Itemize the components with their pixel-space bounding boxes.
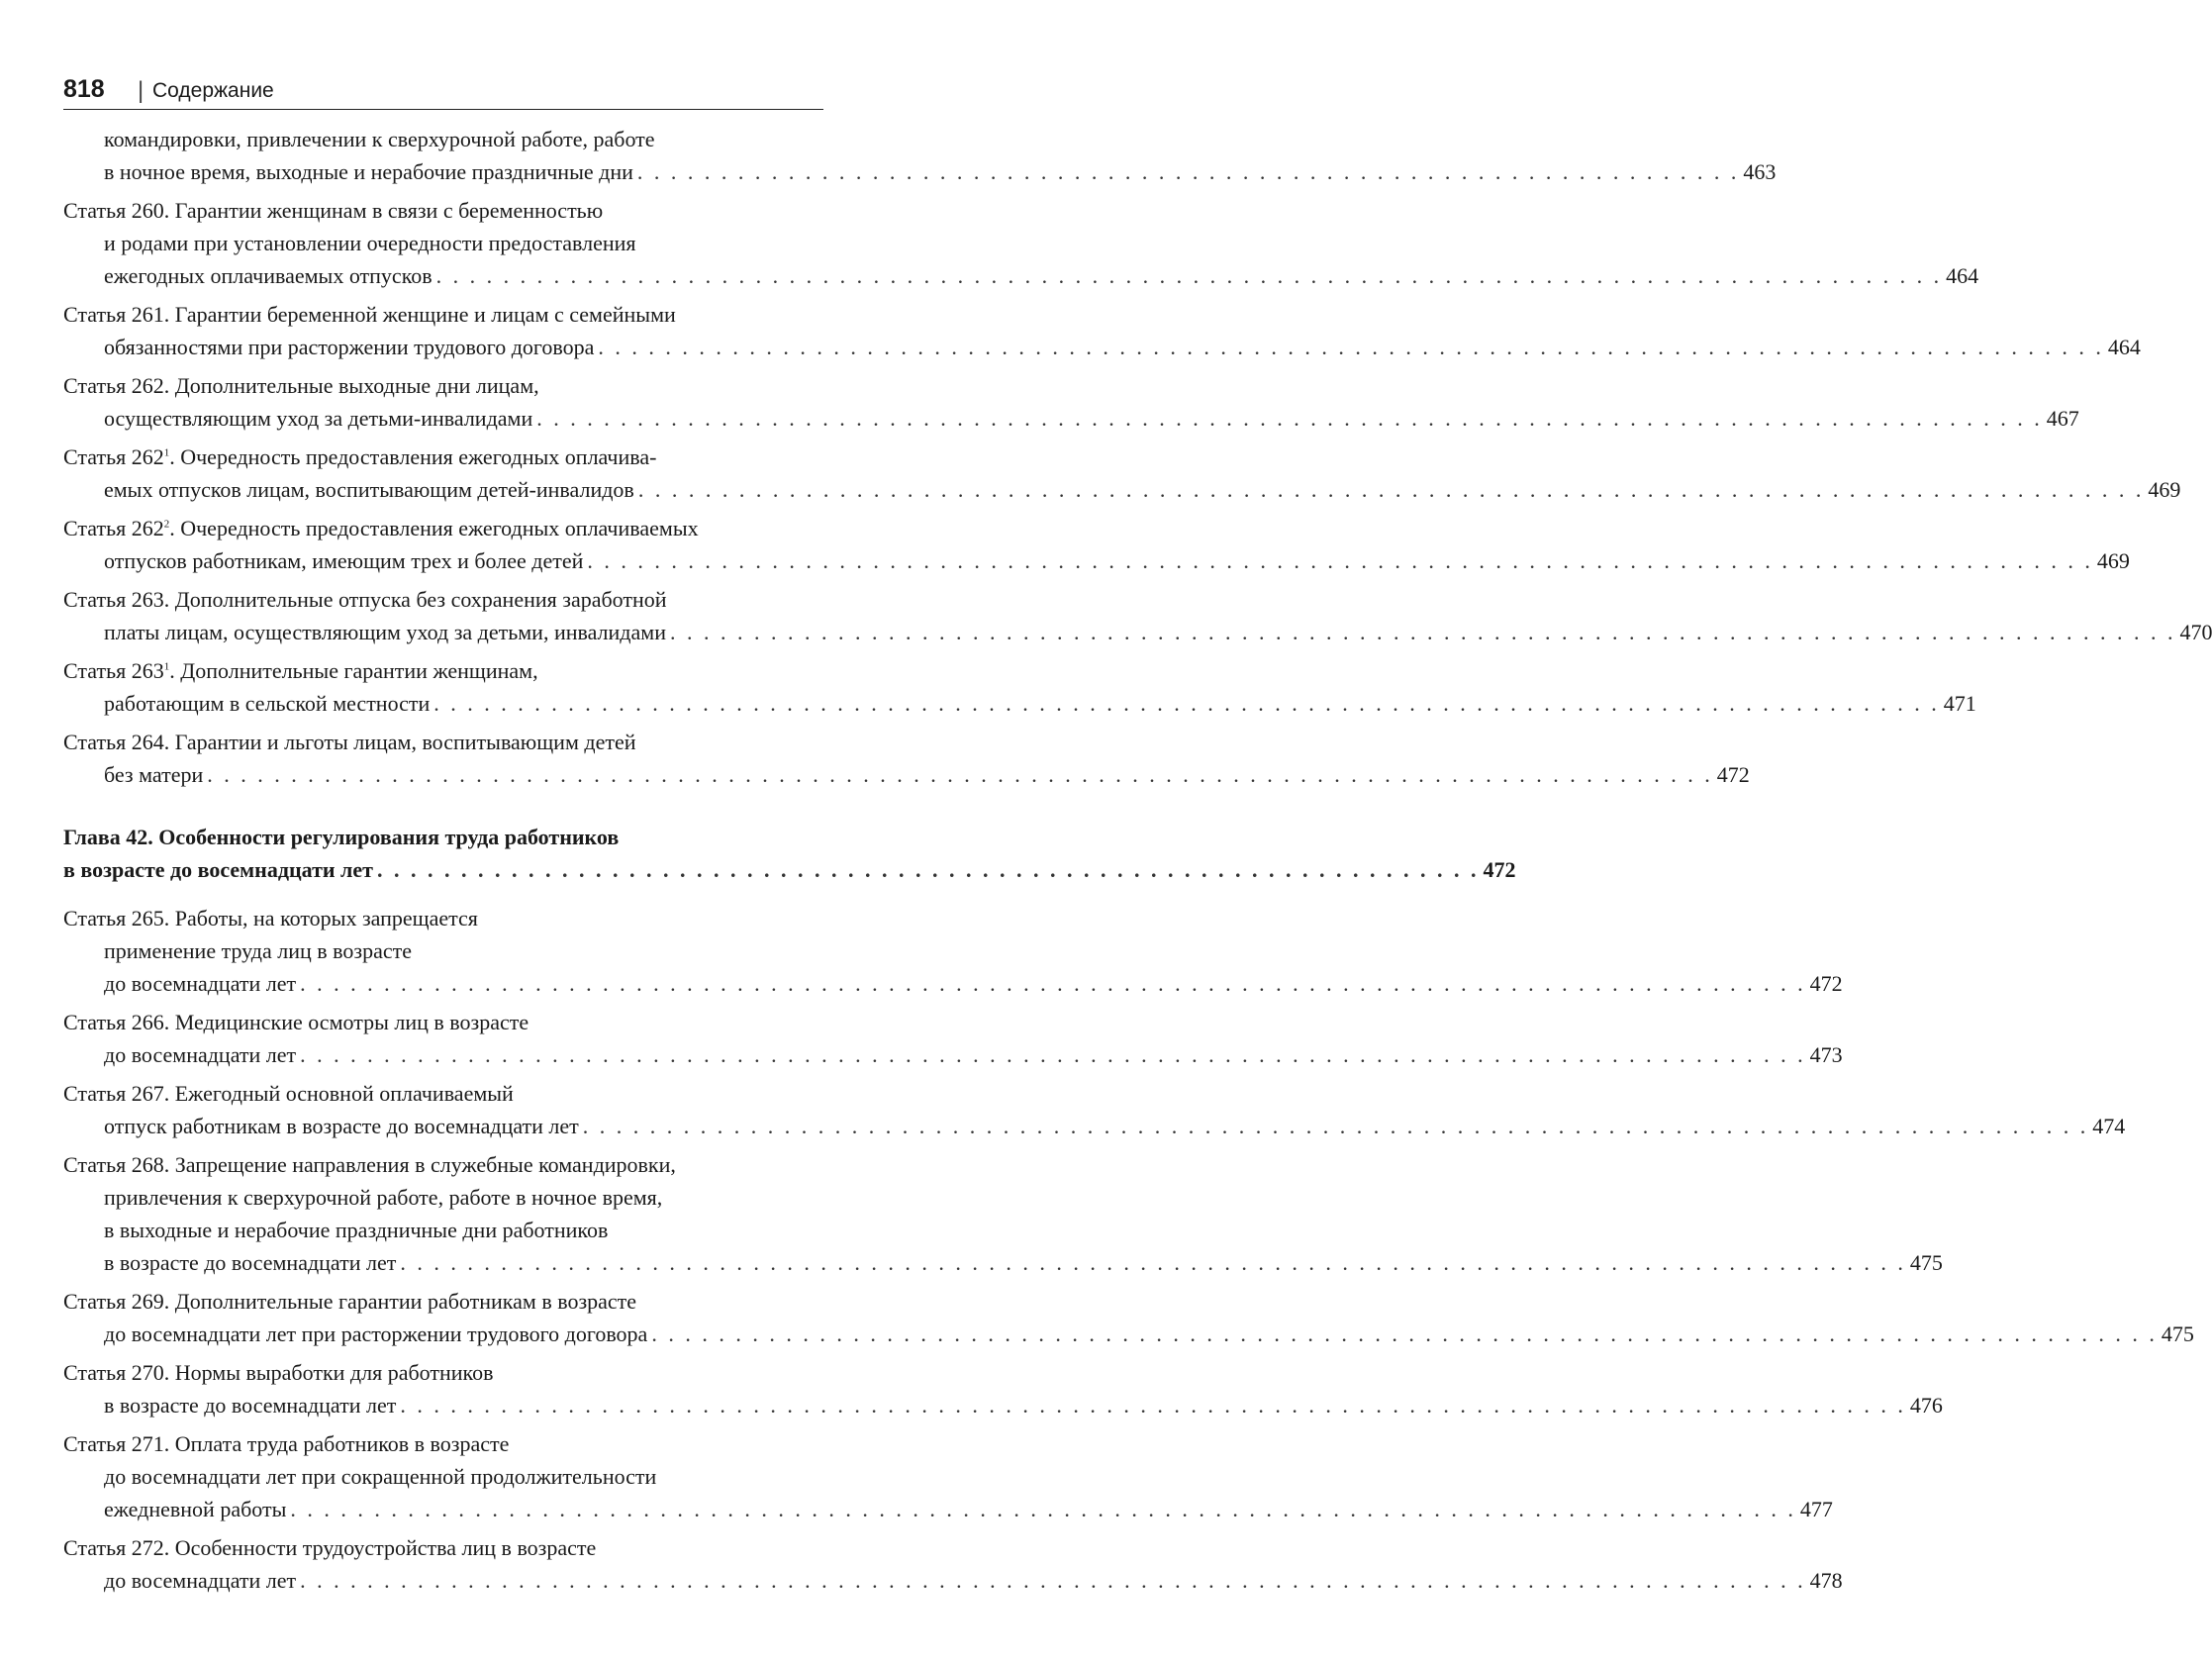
toc-entry <box>63 1006 1843 1071</box>
toc-entry <box>63 512 2130 577</box>
toc-page-number: 477 <box>1799 1497 1833 1521</box>
toc-line <box>63 298 823 331</box>
toc-entry <box>63 902 1843 1000</box>
dot-leader: . . . . . . . . . . . . . . . . . . . . . . . . . . . . . . . . . . . . . . . . . . . . . . . . . . . . . . . . . . . . . . . . . . . . . . . . . . . . . . . . . . . . . . . . . . <box>433 691 1940 716</box>
running-title: Содержание <box>152 79 274 102</box>
toc-line <box>63 194 823 227</box>
article-number: Статья 272. <box>63 1535 170 1560</box>
toc-line <box>63 583 823 616</box>
toc-line <box>63 1427 823 1460</box>
toc-leader-line <box>63 155 1777 188</box>
toc-line-text: до восемнадцати лет <box>104 971 297 996</box>
toc-line <box>63 1285 823 1318</box>
toc-line-text: до восемнадцати лет <box>104 1568 297 1593</box>
dot-leader: . . . . . . . . . . . . . . . . . . . . . . . . . . . . . . . . . . . . . . . . . . . . . . . . . . . . . . . . . . . . . . . . . . . . . . . . . . . . . . . . . . . . . . . . . . <box>300 1568 1806 1593</box>
dot-leader: . . . . . . . . . . . . . . . . . . . . . . . . . . . . . . . . . . . . . . . . . . . . . . . . . . . . . . . . . . . . . . . . . . . . . . . . . . . . . . . . . . . . . . . . . . <box>651 1321 2158 1346</box>
article-number: Статья 270. <box>63 1360 170 1385</box>
toc-line: командировки, привлечении к сверхурочной работе, работе <box>104 127 655 151</box>
toc-leader-line <box>63 1318 2194 1350</box>
toc-line <box>63 1148 823 1181</box>
dot-leader: . . . . . . . . . . . . . . . . . . . . . . . . . . . . . . . . . . . . . . . . . . . . . . . . . . . . . . . . . . . . . . . . . . . . . . . . . . . . . . . . . . . . . . . . . . <box>435 263 1943 288</box>
article-number: Статья 267. <box>63 1081 170 1106</box>
dot-leader: . . . . . . . . . . . . . . . . . . . . . . . . . . . . . . . . . . . . . . . . . . . . . . . . . . . . . . . . . . . . . . . . . . . . . . . . . . . . . . . . . . . . . . . . . . <box>300 971 1806 996</box>
toc-line <box>63 1356 823 1389</box>
chapter-title-line: в возрасте до восемнадцати лет <box>63 857 373 882</box>
toc-page-number: 469 <box>2148 477 2181 502</box>
toc-line <box>63 726 823 758</box>
toc-entry <box>63 194 1979 292</box>
article-number: Статья 271. <box>63 1431 170 1456</box>
article-number: Статья 260. <box>63 198 170 223</box>
article-title: Особенности трудоустройства лиц в возрасте <box>174 1535 597 1560</box>
toc-line-text: до восемнадцати лет при расторжении трудового договора <box>104 1321 648 1346</box>
toc-leader-line <box>63 331 2141 363</box>
toc-page-number: 472 <box>1809 971 1843 996</box>
toc-line-text: отпусков работникам, имеющим трех и более детей <box>104 548 584 573</box>
toc-entry <box>63 1356 1943 1421</box>
toc-line-text: ежегодных оплачиваемых отпусков <box>104 263 433 288</box>
toc-page-number: 464 <box>1946 263 1979 288</box>
toc-line-text: в возрасте до восемнадцати лет <box>104 1393 397 1418</box>
chapter-title-line: Глава 42. Особенности регулирования труда работников <box>63 825 620 849</box>
article-title: . Очередность предоставления ежегодных оплачива- <box>169 444 657 469</box>
toc-page-number: 463 <box>1743 159 1777 184</box>
toc-leader-line <box>63 853 1516 886</box>
toc-page-number: 472 <box>1483 857 1516 882</box>
toc-leader-line <box>63 616 2212 648</box>
toc-line-text: осуществляющим уход за детьми-инвалидами <box>104 406 533 431</box>
toc-page-number: 472 <box>1716 762 1750 787</box>
article-superscript: 2 <box>163 518 170 531</box>
toc-line-text: до восемнадцати лет <box>104 1042 297 1067</box>
toc-continuation <box>63 123 1777 188</box>
toc-entry <box>63 1285 2194 1350</box>
article-group-a <box>63 194 2212 791</box>
toc-page-number: 476 <box>1909 1393 1943 1418</box>
dot-leader: . . . . . . . . . . . . . . . . . . . . . . . . . . . . . . . . . . . . . . . . . . . . . . . . . . . . . . . . . . . . . . . . . . <box>636 159 1740 184</box>
dot-leader: . . . . . . . . . . . . . . . . . . . . . . . . . . . . . . . . . . . . . . . . . . . . . . . . . . . . . . . . . . . . . . . . . . . . . . . . . . . . . . . . . . . . . . . . . . <box>400 1250 1906 1275</box>
article-title: Дополнительные отпуска без сохранения заработной <box>174 587 667 612</box>
dot-leader: . . . . . . . . . . . . . . . . . . . . . . . . . . . . . . . . . . . . . . . . . . . . . . . . . . . . . . . . . . . . . . . . . . . . . . . . . . . . . . . . . . . . . . . . . . <box>207 762 1713 787</box>
toc-leader-line <box>63 544 2130 577</box>
table-of-contents <box>63 123 2212 1603</box>
page-number: 818 <box>63 75 105 103</box>
article-title: Дополнительные гарантии работникам в возрасте <box>174 1289 637 1314</box>
toc-leader-line <box>63 1389 1943 1421</box>
dot-leader: . . . . . . . . . . . . . . . . . . . . . . . . . . . . . . . . . . . . . . . . . . . . . . . . . . . . . . . . . . . . . . . . . . . . . . . . . . . . . . . . . . . . . . . . . . <box>582 1114 2089 1138</box>
toc-page-number: 470 <box>2179 620 2212 644</box>
toc-entry <box>63 654 1976 720</box>
article-number: Статья 265. <box>63 906 170 930</box>
toc-line <box>63 1006 823 1038</box>
dot-leader: . . . . . . . . . . . . . . . . . . . . . . . . . . . . . . . . . . . . . . . . . . . . . . . . . . . . . . . . . . . . . . . . . . . . . . . . . . . . . . . . . . . . . . . . . . <box>669 620 2176 644</box>
toc-page-number: 473 <box>1809 1042 1843 1067</box>
header-separator: | <box>138 77 144 104</box>
article-title: Ежегодный основной оплачиваемый <box>174 1081 514 1106</box>
article-number: Статья 263. <box>63 587 170 612</box>
toc-page-number: 475 <box>2161 1321 2194 1346</box>
toc-entry <box>63 1427 1833 1525</box>
article-number: Статья 262 <box>63 444 164 469</box>
toc-leader-line <box>63 1038 1843 1071</box>
article-number: Статья 264. <box>63 730 170 754</box>
toc-leader-line <box>63 1246 1943 1279</box>
toc-page-number: 469 <box>2096 548 2130 573</box>
toc-page-number: 471 <box>1943 691 1976 716</box>
article-title: . Дополнительные гарантии женщинам, <box>169 658 538 683</box>
dot-leader: . . . . . . . . . . . . . . . . . . . . . . . . . . . . . . . . . . . . . . . . . . . . . . . . . . . . . . . . . . . . . . . . . . . . . . . . . . . . . . . . . . . . . . . . . . <box>290 1497 1796 1521</box>
article-title: Оплата труда работников в возрасте <box>174 1431 510 1456</box>
page-header <box>63 71 823 110</box>
toc-page-number: 467 <box>2046 406 2079 431</box>
article-title: Медицинские осмотры лиц в возрасте <box>174 1010 529 1034</box>
toc-page-number: 474 <box>2092 1114 2126 1138</box>
toc-entry <box>63 1148 1943 1279</box>
toc-line-text: обязанностями при расторжении трудового договора <box>104 335 595 359</box>
article-title: Запрещение направления в служебные командировки, <box>174 1152 676 1177</box>
article-number: Статья 269. <box>63 1289 170 1314</box>
chapter-heading <box>63 821 1516 886</box>
toc-line-text: ежедневной работы <box>104 1497 287 1521</box>
article-title: Нормы выработки для работников <box>174 1360 494 1385</box>
toc-leader-line <box>63 1493 1833 1525</box>
toc-leader-line <box>63 687 1976 720</box>
toc-line: до восемнадцати лет при сокращенной продолжительности <box>104 1464 657 1489</box>
toc-line <box>63 1531 823 1564</box>
article-group-b <box>63 902 2194 1597</box>
toc-entry <box>63 583 2212 648</box>
article-title: Гарантии женщинам в связи с беременностью <box>174 198 604 223</box>
toc-leader-line <box>63 259 1979 292</box>
toc-line-text: платы лицам, осуществляющим уход за детьми, инвалидами <box>104 620 666 644</box>
toc-line <box>63 369 823 402</box>
article-superscript: 1 <box>163 446 170 459</box>
article-number: Статья 268. <box>63 1152 170 1177</box>
toc-entry <box>63 726 1750 791</box>
toc-line <box>63 654 823 687</box>
article-number: Статья 266. <box>63 1010 170 1034</box>
dot-leader: . . . . . . . . . . . . . . . . . . . . . . . . . . . . . . . . . . . . . . . . . . . . . . . . . . . . . . . . . . . . . . . . . . <box>376 857 1480 882</box>
article-number: Статья 261. <box>63 302 170 327</box>
article-number: Статья 262 <box>63 516 164 540</box>
article-title: Гарантии беременной женщине и лицам с семейными <box>174 302 676 327</box>
toc-line-text: в ночное время, выходные и нерабочие праздничные дни <box>104 159 633 184</box>
article-number: Статья 263 <box>63 658 164 683</box>
article-title: Дополнительные выходные дни лицам, <box>174 373 539 398</box>
toc-line-text: в возрасте до восемнадцати лет <box>104 1250 397 1275</box>
toc-page-number: 478 <box>1809 1568 1843 1593</box>
toc-leader-line <box>63 758 1750 791</box>
toc-line-text: емых отпусков лицам, воспитывающим детей-инвалидов <box>104 477 634 502</box>
dot-leader: . . . . . . . . . . . . . . . . . . . . . . . . . . . . . . . . . . . . . . . . . . . . . . . . . . . . . . . . . . . . . . . . . . . . . . . . . . . . . . . . . . . . . . . . . . <box>536 406 2043 431</box>
article-superscript: 1 <box>163 660 170 673</box>
toc-line <box>63 440 823 473</box>
dot-leader: . . . . . . . . . . . . . . . . . . . . . . . . . . . . . . . . . . . . . . . . . . . . . . . . . . . . . . . . . . . . . . . . . . . . . . . . . . . . . . . . . . . . . . . . . . <box>637 477 2145 502</box>
toc-line <box>63 902 823 934</box>
dot-leader: . . . . . . . . . . . . . . . . . . . . . . . . . . . . . . . . . . . . . . . . . . . . . . . . . . . . . . . . . . . . . . . . . . . . . . . . . . . . . . . . . . . . . . . . . . <box>587 548 2093 573</box>
article-title: . Очередность предоставления ежегодных оплачиваемых <box>169 516 699 540</box>
toc-line-text: без матери <box>104 762 204 787</box>
toc-line: в выходные и нерабочие праздничные дни работников <box>104 1218 609 1242</box>
toc-page-number: 464 <box>2107 335 2141 359</box>
toc-entry <box>63 440 2181 506</box>
article-title: Гарантии и льготы лицам, воспитывающим детей <box>174 730 636 754</box>
toc-line: и родами при установлении очередности предоставления <box>104 231 636 255</box>
toc-entry <box>63 1077 2126 1142</box>
article-title: Работы, на которых запрещается <box>174 906 478 930</box>
toc-leader-line <box>63 967 1843 1000</box>
toc-line: применение труда лиц в возрасте <box>104 938 412 963</box>
toc-entry <box>63 298 2141 363</box>
toc-leader-line <box>63 402 2079 435</box>
toc-leader-line <box>63 473 2181 506</box>
toc-leader-line <box>63 1564 1843 1597</box>
toc-line-text: отпуск работникам в возрасте до восемнадцати лет <box>104 1114 579 1138</box>
dot-leader: . . . . . . . . . . . . . . . . . . . . . . . . . . . . . . . . . . . . . . . . . . . . . . . . . . . . . . . . . . . . . . . . . . . . . . . . . . . . . . . . . . . . . . . . . . <box>300 1042 1806 1067</box>
dot-leader: . . . . . . . . . . . . . . . . . . . . . . . . . . . . . . . . . . . . . . . . . . . . . . . . . . . . . . . . . . . . . . . . . . . . . . . . . . . . . . . . . . . . . . . . . . <box>400 1393 1906 1418</box>
toc-line-text: работающим в сельской местности <box>104 691 431 716</box>
toc-entry <box>63 369 2079 435</box>
toc-line: привлечения к сверхурочной работе, работе в ночное время, <box>104 1185 663 1210</box>
dot-leader: . . . . . . . . . . . . . . . . . . . . . . . . . . . . . . . . . . . . . . . . . . . . . . . . . . . . . . . . . . . . . . . . . . . . . . . . . . . . . . . . . . . . . . . . . . <box>598 335 2104 359</box>
toc-page-number: 475 <box>1909 1250 1943 1275</box>
toc-line <box>63 1077 823 1110</box>
toc-line <box>63 512 823 544</box>
toc-entry <box>63 1531 1843 1597</box>
article-number: Статья 262. <box>63 373 170 398</box>
toc-leader-line <box>63 1110 2126 1142</box>
